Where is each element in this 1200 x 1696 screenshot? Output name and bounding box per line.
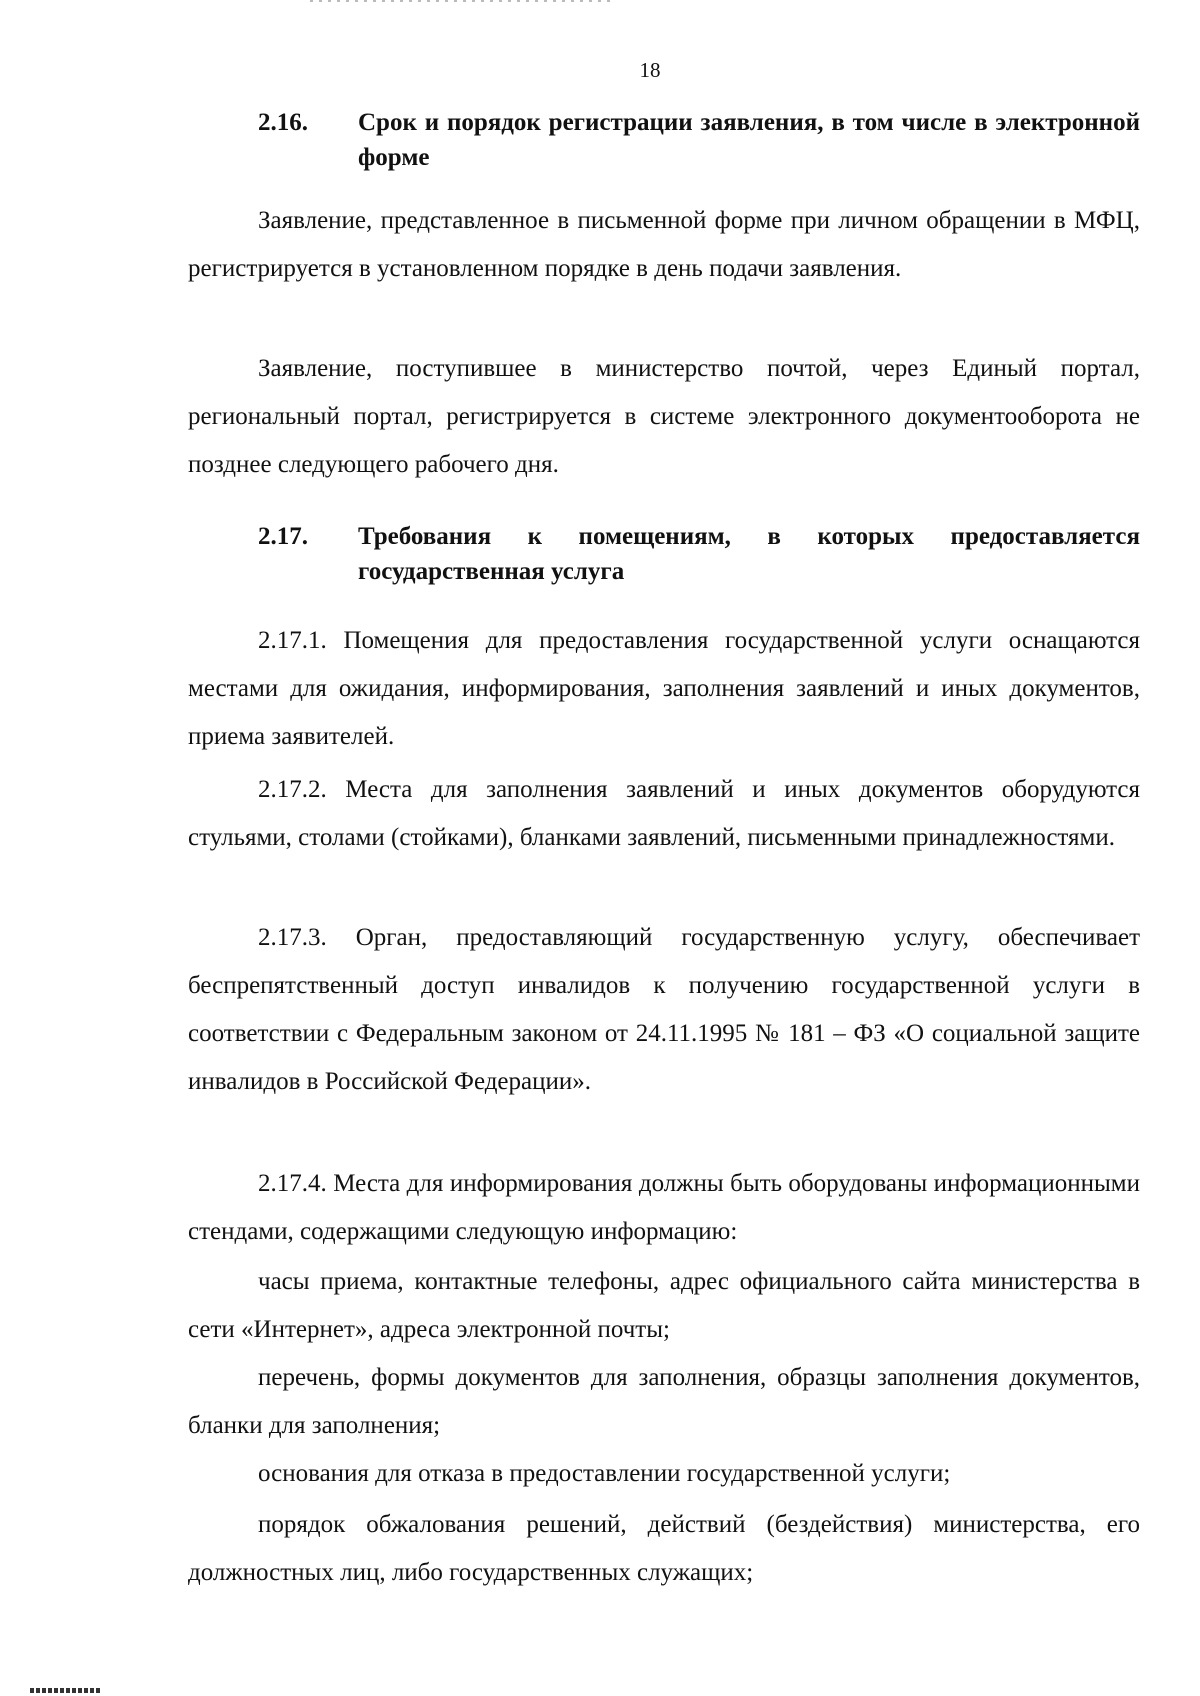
section-heading-2-17 bbox=[258, 519, 1140, 589]
list-item: часы приема, контактные телефоны, адрес официального сайта министерства в сети «Интернет», адреса электронной почты; bbox=[188, 1268, 1140, 1343]
section-title: Требования к помещениям, в которых предоставляется государственная услуга bbox=[358, 523, 1140, 585]
list-item: порядок обжалования решений, действий (бездействия) министерства, его должностных лиц, либо государственных служащих; bbox=[188, 1511, 1140, 1586]
section-number: 2.17. bbox=[258, 523, 308, 550]
section-number: 2.16. bbox=[258, 109, 308, 136]
section-title: Срок и порядок регистрации заявления, в том числе в электронной форме bbox=[358, 109, 1140, 171]
paragraph: 2.17.3. Орган, предоставляющий государственную услугу, обеспечивает беспрепятственный доступ инвалидов к получению государственной услуги в соответствии с Федеральным законом от 24.11.1995 № 181 – ФЗ «О социальной защите инвалидов в Российской Федерации». bbox=[188, 924, 1140, 1095]
paragraph: 2.17.1. Помещения для предоставления государственной услуги оснащаются местами для ожидания, информирования, заполнения заявлений и иных документов, приема заявителей. bbox=[188, 627, 1140, 750]
paragraph: 2.17.4. Места для информирования должны быть оборудованы информационными стендами, содержащими следующую информацию: bbox=[188, 1170, 1140, 1245]
paragraph: Заявление, поступившее в министерство почтой, через Единый портал, региональный портал, регистрируется в системе электронного документооборота не позднее следующего рабочего дня. bbox=[188, 355, 1140, 478]
list-item: перечень, формы документов для заполнения, образцы заполнения документов, бланки для заполнения; bbox=[188, 1364, 1140, 1439]
page-number: 18 bbox=[639, 58, 661, 82]
paragraph: 2.17.2. Места для заполнения заявлений и иных документов оборудуются стульями, столами (стойками), бланками заявлений, письменными принадлежностями. bbox=[188, 776, 1140, 851]
paragraph: Заявление, представленное в письменной форме при личном обращении в МФЦ, регистрируется в установленном порядке в день подачи заявления. bbox=[188, 207, 1140, 282]
scan-artifact-bottom bbox=[30, 1688, 100, 1693]
section-heading-2-16 bbox=[258, 105, 1140, 175]
list-item: основания для отказа в предоставлении государственной услуги; bbox=[258, 1460, 951, 1487]
scan-artifact-top bbox=[310, 0, 610, 2]
